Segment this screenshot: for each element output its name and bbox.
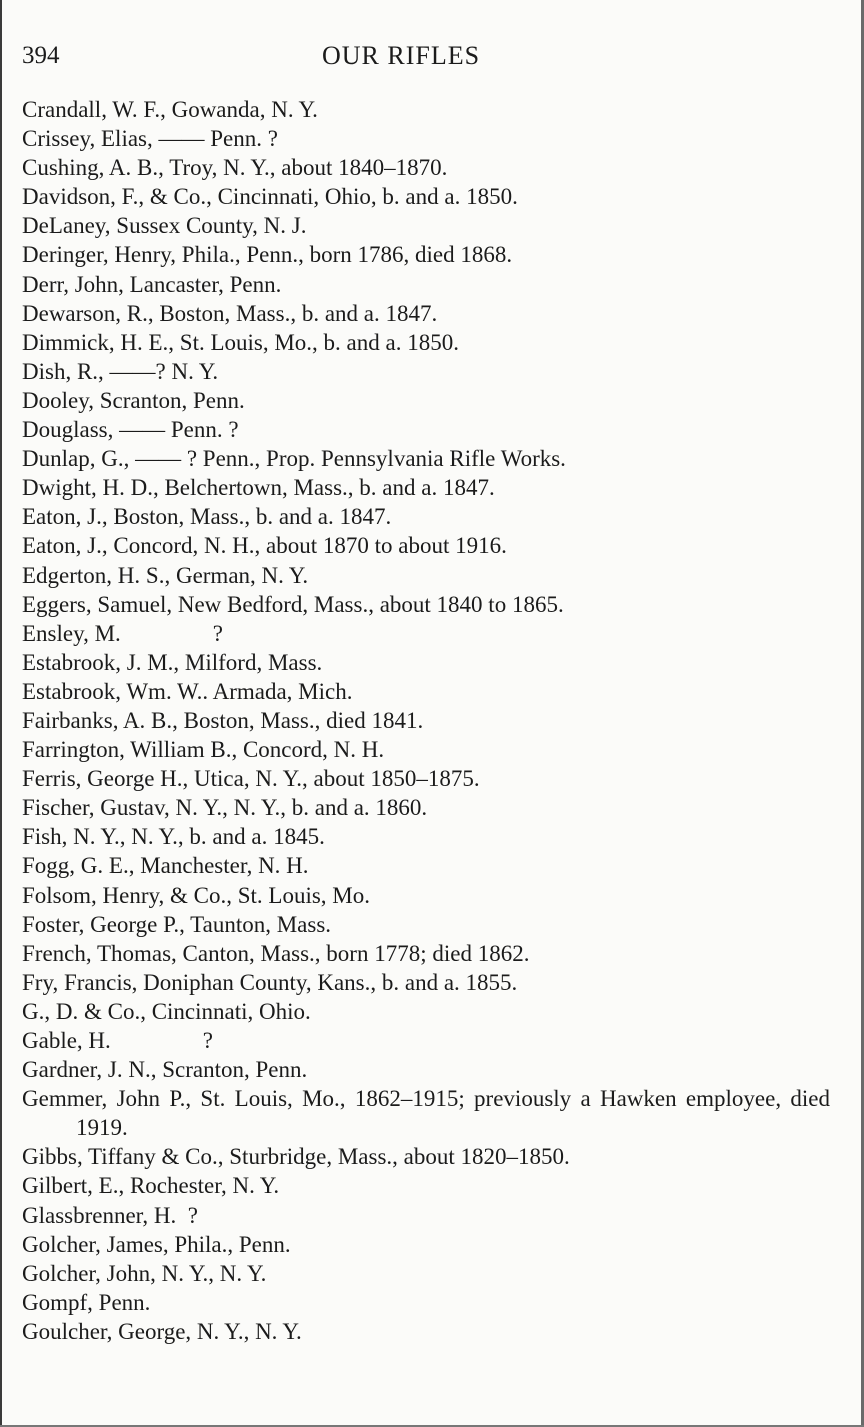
list-item: Davidson, F., & Co., Cincinnati, Ohio, b. and a. 1850. xyxy=(22,184,518,210)
list-item: Crissey, Elias, —— Penn. ? xyxy=(22,126,278,152)
list-item: DeLaney, Sussex County, N. J. xyxy=(22,213,307,239)
list-item: Deringer, Henry, Phila., Penn., born 1786, died 1868. xyxy=(22,242,513,268)
list-item: Estabrook, J. M., Milford, Mass. xyxy=(22,649,323,675)
list-item: Gardner, J. N., Scranton, Penn. xyxy=(22,1057,308,1083)
list-item: Eaton, J., Boston, Mass., b. and a. 1847. xyxy=(22,504,392,530)
list-item: Golcher, John, N. Y., N. Y. xyxy=(22,1260,267,1286)
list-item: Fry, Francis, Doniphan County, Kans., b. and a. 1855. xyxy=(22,969,518,995)
list-item: Golcher, James, Phila., Penn. xyxy=(22,1231,291,1257)
page-header xyxy=(22,38,822,74)
list-item: Foster, George P., Taunton, Mass. xyxy=(22,911,332,937)
list-item: Gibbs, Tiffany & Co., Sturbridge, Mass., about 1820–1850. xyxy=(22,1144,570,1170)
list-item: Gable, H. ? xyxy=(22,1028,213,1053)
list-item: Dunlap, G., —— ? Penn., Prop. Pennsylvania Rifle Works. xyxy=(22,446,566,472)
list-item: Gilbert, E., Rochester, N. Y. xyxy=(22,1173,280,1199)
list-item: Douglass, —— Penn. ? xyxy=(22,417,239,443)
list-item: Goulcher, George, N. Y., N. Y. xyxy=(22,1318,302,1344)
list-item: Farrington, William B., Concord, N. H. xyxy=(22,737,385,763)
list-item: Dish, R., ——? N. Y. xyxy=(22,358,219,384)
list-item: G., D. & Co., Cincinnati, Ohio. xyxy=(22,998,311,1024)
running-title: OUR RIFLES xyxy=(322,41,481,70)
list-item: Dimmick, H. E., St. Louis, Mo., b. and a. 1850. xyxy=(22,329,459,355)
list-item: Gemmer, John P., St. Louis, Mo., 1862–1915; previously a Hawken employee, died 1919. xyxy=(22,1086,830,1141)
list-item: Dwight, H. D., Belchertown, Mass., b. and a. 1847. xyxy=(22,475,495,501)
list-item: Fish, N. Y., N. Y., b. and a. 1845. xyxy=(22,824,325,850)
list-item: Dewarson, R., Boston, Mass., b. and a. 1847. xyxy=(22,300,438,326)
list-item: Glassbrenner, H. ? xyxy=(22,1202,198,1228)
list-item: Dooley, Scranton, Penn. xyxy=(22,387,245,413)
list-item: Fairbanks, A. B., Boston, Mass., died 1841. xyxy=(22,707,424,733)
list-item: Cushing, A. B., Troy, N. Y., about 1840–1870. xyxy=(22,155,448,181)
list-item: Derr, John, Lancaster, Penn. xyxy=(22,271,282,297)
list-item: Crandall, W. F., Gowanda, N. Y. xyxy=(22,97,318,122)
list-item: Fogg, G. E., Manchester, N. H. xyxy=(22,853,309,879)
list-item: Edgerton, H. S., German, N. Y. xyxy=(22,562,309,588)
page-left-edge xyxy=(0,0,2,1427)
list-item: French, Thomas, Canton, Mass., born 1778; died 1862. xyxy=(22,940,530,966)
list-item: Folsom, Henry, & Co., St. Louis, Mo. xyxy=(22,882,371,908)
maker-list xyxy=(22,95,830,1346)
list-item: Ferris, George H., Utica, N. Y., about 1850–1875. xyxy=(22,766,480,792)
list-item: Eaton, J., Concord, N. H., about 1870 to about 1916. xyxy=(22,533,507,559)
list-item: Fischer, Gustav, N. Y., N. Y., b. and a. 1860. xyxy=(22,795,428,821)
list-item: Eggers, Samuel, New Bedford, Mass., about 1840 to 1865. xyxy=(22,591,564,617)
list-item: Gompf, Penn. xyxy=(22,1289,151,1315)
page-number: 394 xyxy=(22,42,60,69)
list-item: Ensley, M. ? xyxy=(22,620,224,646)
list-item: Estabrook, Wm. W.. Armada, Mich. xyxy=(22,678,353,704)
